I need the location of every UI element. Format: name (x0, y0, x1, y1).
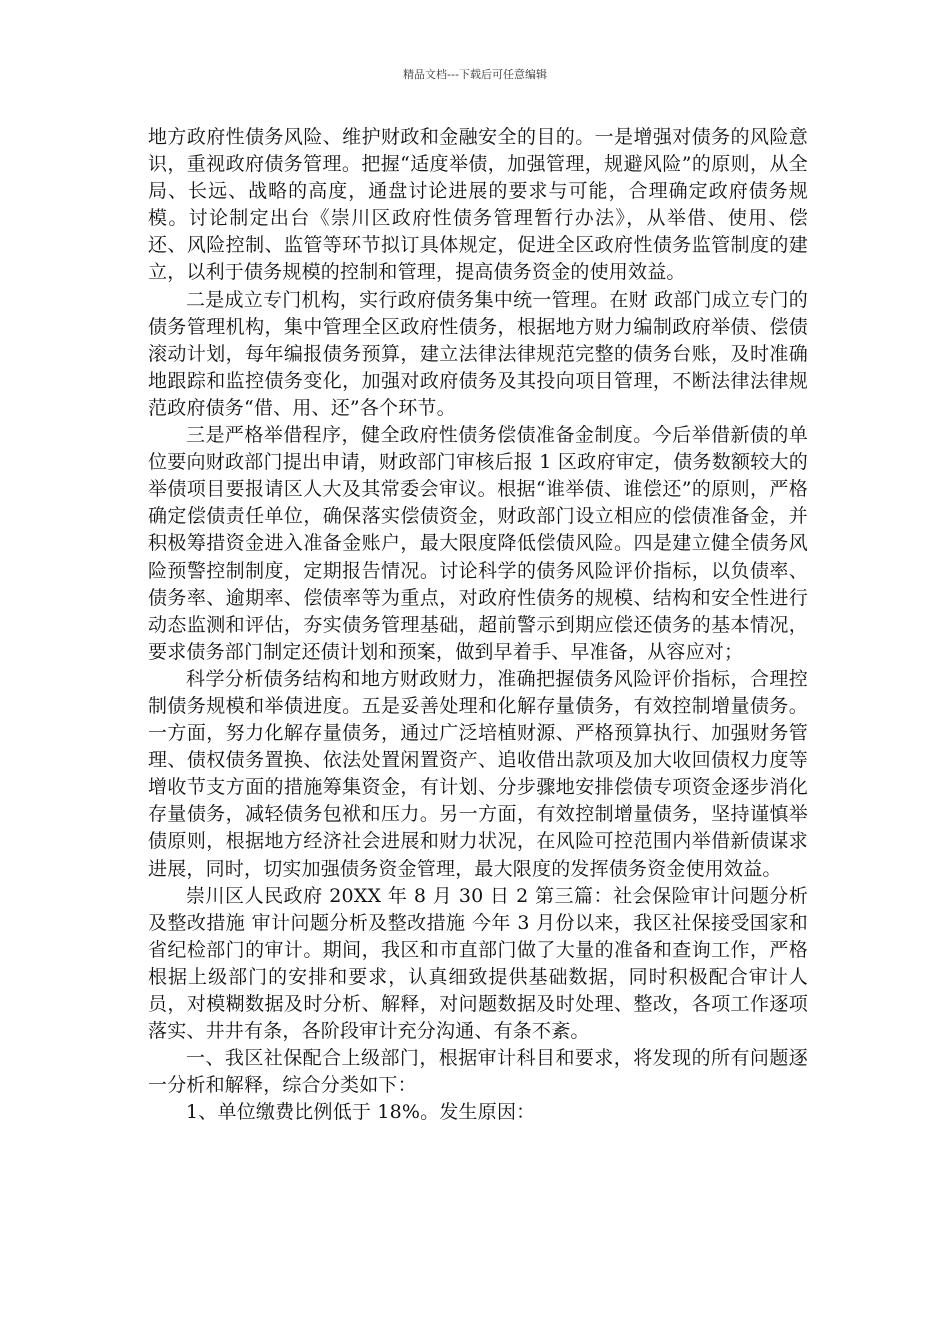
paragraph-3: 三是严格举借程序，健全政府性债务偿债准备金制度。今后举借新债的单位要向财政部门提出申请，财政部门审核后报 1 区政府审定，债务数额较大的举债项目要报请区人大及其常委会审议。根据“谁举债、谁偿还”的原则，严格确定偿债责任单位，确保落实偿债资金，财政部门设立相应的偿债准备金，并积极筹措资金进入准备金账户，最大限度降低偿债风险。四是建立健全债务风险预警控制制度，定期报告情况。讨论科学的债务风险评价指标，以负债率、债务率、逾期率、偿债率等为重点，对政府性债务的规模、结构和安全性进行动态监测和评估，夯实债务管理基础，超前警示到期应偿还债务的基本情况，要求债务部门制定还债计划和预案，做到早着手、早准备，从容应对； (148, 424, 808, 663)
paragraph-1: 地方政府性债务风险、维护财政和金融安全的目的。一是增强对债务的风险意识，重视政府债务管理。把握“适度举债，加强管理，规避风险”的原则，从全局、长远、战略的高度，通盘讨论进展的要求与可能，合理确定政府债务规模。讨论制定出台《崇川区政府性债务管理暂行办法》，从举借、使用、偿还、风险控制、监管等环节拟订具体规定，促进全区政府性债务监管制度的建立，以利于债务规模的控制和管理，提高债务资金的使用效益。 (148, 126, 808, 284)
paragraph-5: 崇川区人民政府 20XX 年 8 月 30 日 2 第三篇：社会保险审计问题分析及整改措施 审计问题分析及整改措施 今年 3 月份以来，我区社保接受国家和省纪检部门的审计。期间，我区和市直部门做了大量的准备和查询工作，严格根据上级部门的安排和要求，认真细致提供基础数据，同时积极配合审计人员，对模糊数据及时分析、解释，对问题数据及时处理、整改，各项工作逐项落实、井井有条，各阶段审计充分沟通、有条不紊。 (148, 884, 808, 1043)
document-body (148, 124, 808, 1126)
page-header: 精品文档---下载后可任意编辑 (403, 68, 547, 81)
paragraph-2: 二是成立专门机构，实行政府债务集中统一管理。在财 政部门成立专门的债务管理机构，集中管理全区政府性债务，根据地方财力编制政府举债、偿债滚动计划，每年编报债务预算，建立法律法律规范完整的债务台账，及时准确地跟踪和监控债务变化，加强对政府债务及其投向项目管理，不断法律法律规范政府债务“借、用、还”各个环节。 (148, 288, 808, 419)
paragraph-7: 1、单位缴费比例低于 18%。发生原因： (186, 1101, 536, 1124)
paragraph-4: 科学分析债务结构和地方财政财力，准确把握债务风险评价指标，合理控制债务规模和举债进度。五是妥善处理和化解存量债务，有效控制增量债务。一方面，努力化解存量债务，通过广泛培植财源、严格预算执行、加强财务管理、债权债务置换、依法处置闲置资产、追收借出款项及加大收回债权力度等增收节支方面的措施筹集资金，有计划、分步骤地安排偿债专项资金逐步消化存量债务，减轻债务包袱和压力。另一方面，有效控制增量债务，坚持谨慎举债原则，根据地方经济社会进展和财力状况，在风险可控范围内举借新债谋求进展，同时，切实加强债务资金管理，最大限度的发挥债务资金使用效益。 (148, 667, 808, 880)
paragraph-6: 一、我区社保配合上级部门，根据审计科目和要求，将发现的所有问题逐一分析和解释，综合分类如下： (148, 1047, 808, 1097)
